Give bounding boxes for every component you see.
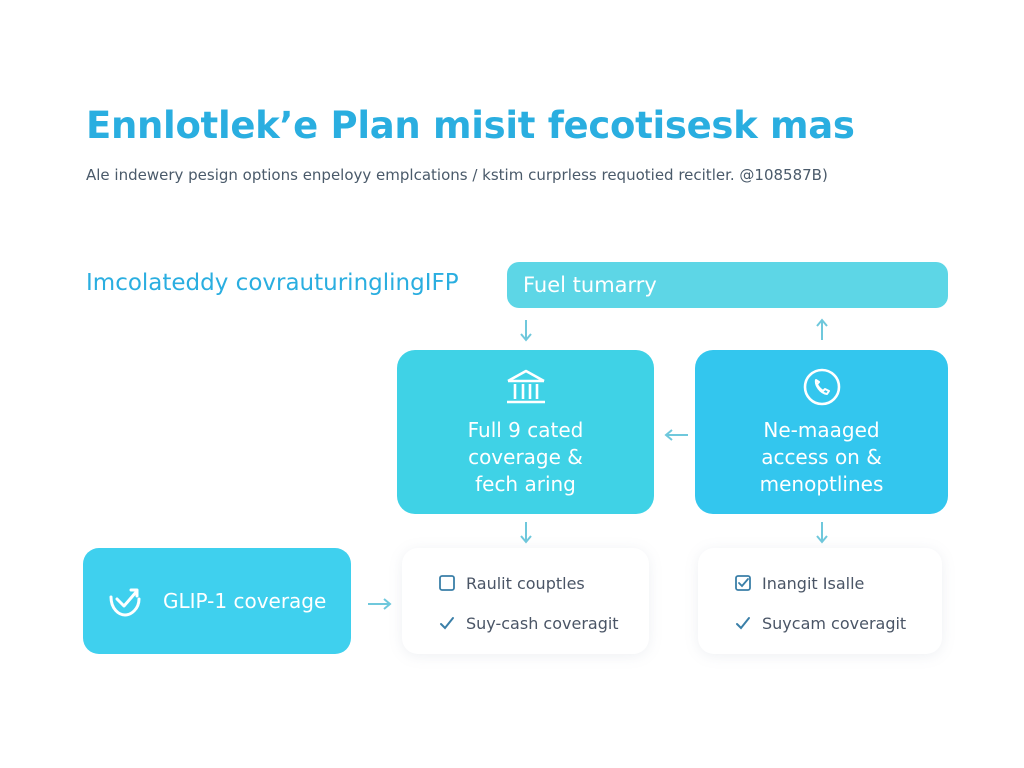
full-coverage-text: Full 9 cated coverage & fech aring [467, 417, 584, 496]
page-subtitle: Ale indewery pesign options enpeloyy emplcations / kstim curprless requotied recitler. @108587B) [86, 166, 828, 184]
arrow-down-icon [812, 520, 832, 546]
checkbox-checked-icon[interactable] [734, 574, 752, 592]
checkmark-icon [734, 614, 752, 632]
options-card-right [698, 548, 942, 654]
checkbox-empty-icon[interactable] [438, 574, 456, 592]
building-icon [502, 367, 550, 407]
checkmark-icon [438, 614, 456, 632]
check-badge-icon [105, 581, 145, 621]
list-item-label: Raulit couptles [466, 573, 585, 593]
arrow-left-icon [662, 425, 692, 445]
arrow-down-icon [516, 520, 536, 546]
glp1-coverage-label: GLIP-1 coverage [163, 589, 327, 613]
options-card-left [402, 548, 649, 654]
list-item-label: Suycam coveragit [762, 613, 907, 633]
list-item[interactable] [438, 572, 649, 594]
full-coverage-box[interactable] [397, 350, 654, 514]
arrow-up-icon [812, 316, 832, 342]
list-item[interactable] [734, 572, 942, 594]
summary-bar-label: Fuel tumarry [523, 273, 657, 297]
list-item-label: Suy-cash coveragit [466, 613, 619, 633]
phone-circle-icon [798, 367, 846, 407]
arrow-down-icon [516, 318, 536, 344]
managed-access-box[interactable] [695, 350, 948, 514]
list-item[interactable] [438, 612, 649, 634]
arrow-right-icon [364, 594, 394, 614]
managed-access-text: Ne-maaged access on & menoptlines [759, 417, 884, 496]
page-title: Ennlotlek’e Plan misit fecotisesk mas [86, 104, 855, 147]
glp1-coverage-box[interactable] [83, 548, 351, 654]
list-item[interactable] [734, 612, 942, 634]
list-item-label: Inangit Isalle [762, 573, 865, 593]
summary-bar[interactable] [507, 262, 948, 308]
section-label: Imcolateddy covrauturinglingIFP [86, 270, 459, 296]
